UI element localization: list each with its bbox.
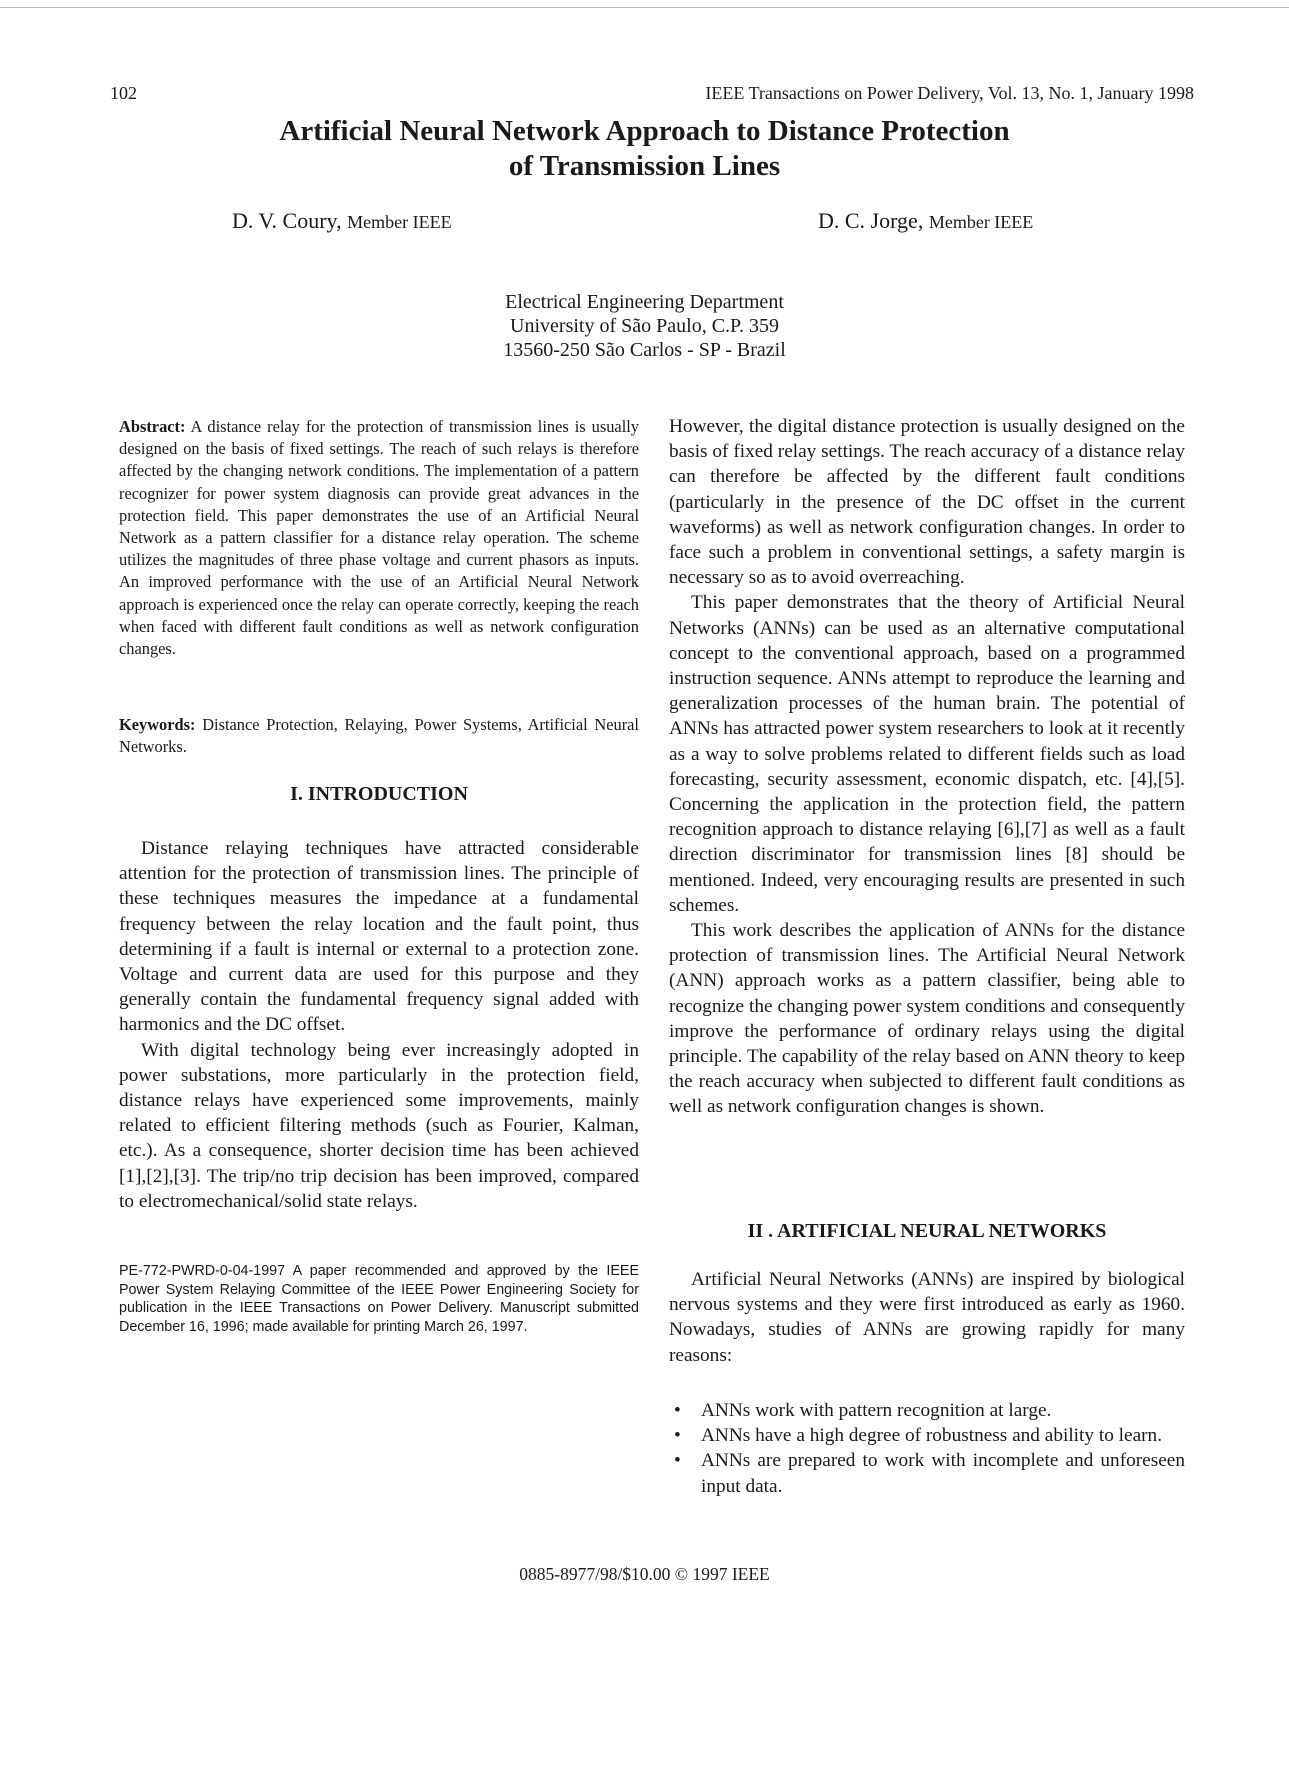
list-item-text: ANNs are prepared to work with incomplete and unforeseen input data. <box>701 1450 1185 1497</box>
bullet-icon: • <box>674 1450 681 1472</box>
journal-header: IEEE Transactions on Power Delivery, Vol. 13, No. 1, January 1998 <box>705 83 1194 103</box>
copyright-line: 0885-8977/98/$10.00 © 1997 IEEE <box>519 1564 770 1584</box>
author-2-name: D. C. Jorge, <box>818 208 924 233</box>
paragraph: This paper demonstrates that the theory of Artificial Neural Networks (ANNs) can be used as an alternative computational concept to the conventional approach, based on a programmed instruction sequence. ANNs attempt to reproduce the learning and generalization processes of the human brain. The potential of ANNs has attracted power system researchers to look at it recently as a way to solve problems related to different fields such as load forecasting, security assessment, economic dispatch, etc. [4],[5]. Concerning the application in the protection field, the pattern recognition approach to distance relaying [6],[7] as well as a fault direction discriminator for transmission lines [8] should be mentioned. Indeed, very encouraging results are presented in such schemes. <box>669 592 1185 916</box>
author-2-role: Member IEEE <box>928 212 1034 232</box>
page-number: 102 <box>110 83 137 103</box>
paragraph: This work describes the application of ANNs for the distance protection of transmission lines. The Artificial Neural Network (ANN) approach works as a pattern classifier, being able to recognize the changing power system conditions and consequently improve the performance of ordinary relays using the digital principle. The capability of the relay based on ANN theory to keep the reach accuracy when subjected to different fault conditions as well as network configuration changes is shown. <box>669 920 1185 1118</box>
paper-title <box>0 114 1289 184</box>
abstract-label: Abstract: <box>119 417 186 436</box>
top-rule <box>0 7 1289 8</box>
author-2 <box>818 208 1033 234</box>
paragraph: Distance relaying techniques have attracted considerable attention for the protection of transmission lines. The principle of these techniques measures the impedance at a fundamental frequency between the relay location and the fault point, thus determining if a fault is internal or external to a protection zone. Voltage and current data are used for this purpose and they generally contain the fundamental frequency signal added with harmonics and the DC offset. <box>119 838 639 1036</box>
bullet-icon: • <box>674 1400 681 1421</box>
bullet-icon: • <box>674 1425 681 1447</box>
list-item <box>669 1398 1185 1423</box>
right-column-body <box>669 414 1185 1120</box>
ann-section-body <box>669 1267 1185 1368</box>
paper-title-line-1: Artificial Neural Network Approach to Distance Protection <box>279 115 1010 147</box>
keywords-text: Distance Protection, Relaying, Power Systems, Artificial Neural Networks. <box>119 715 639 757</box>
affiliation <box>0 290 1289 362</box>
introduction-body <box>119 836 639 1214</box>
list-item <box>669 1423 1185 1448</box>
affiliation-line-2: University of São Paulo, C.P. 359 <box>510 315 779 337</box>
author-1 <box>232 208 452 234</box>
keywords <box>119 714 639 758</box>
paper-title-line-2: of Transmission Lines <box>508 150 781 182</box>
list-item-text: ANNs work with pattern recognition at large. <box>701 1400 1052 1421</box>
author-1-role: Member IEEE <box>347 212 452 232</box>
author-1-name: D. V. Coury, <box>232 208 342 233</box>
keywords-label: Keywords: <box>119 715 196 734</box>
abstract-text: A distance relay for the protection of transmission lines is usually designed on the basis of fixed settings. The reach of such relays is therefore affected by the changing network conditions. The implementation of a pattern recognizer for power system diagnosis can provide great advances in the protection field. This paper demonstrates the use of an Artificial Neural Network as a pattern classifier for a distance relay operation. The scheme utilizes the magnitudes of three phase voltage and current phasors as inputs. An improved performance with the use of an Artificial Neural Network approach is experienced once the relay can operate correctly, keeping the reach when faced with different fault conditions as well as network configuration changes. <box>119 417 639 659</box>
paragraph: However, the digital distance protection is usually designed on the basis of fixed relay settings. The reach accuracy of a distance relay can therefore be affected by the different fault conditions (particularly in the presence of the DC offset in the current waveforms) as well as network configuration changes. In order to face such a problem in conventional settings, a safety margin is necessary so as to avoid overreaching. <box>669 416 1185 589</box>
section-heading-ann: II . ARTIFICIAL NEURAL NETWORKS <box>747 1220 1107 1242</box>
paragraph: With digital technology being ever increasingly adopted in power substations, more particularly in the protection field, distance relays have experienced some improvements, mainly related to efficient filtering methods (such as Fourier, Kalman, etc.). As a consequence, shorter decision time has been achieved [1],[2],[3]. The trip/no trip decision has been improved, compared to electromechanical/solid state relays. <box>119 1039 639 1212</box>
affiliation-line-3: 13560-250 São Carlos - SP - Brazil <box>503 339 786 361</box>
section-heading-introduction: I. INTRODUCTION <box>290 783 468 805</box>
abstract <box>119 416 639 660</box>
list-item <box>669 1448 1185 1498</box>
list-item-text: ANNs have a high degree of robustness and ability to learn. <box>701 1425 1163 1447</box>
footnote: PE-772-PWRD-0-04-1997 A paper recommended and approved by the IEEE Power System Relaying Committee of the IEEE Power Engineering Society for publication in the IEEE Transactions on Power Delivery. Manuscript submitted December 16, 1996; made available for printing March 26, 1997. <box>119 1263 639 1335</box>
paragraph: Artificial Neural Networks (ANNs) are inspired by biological nervous systems and they were first introduced as early as 1960. Nowadays, studies of ANNs are growing rapidly for many reasons: <box>669 1269 1185 1366</box>
affiliation-line-1: Electrical Engineering Department <box>505 291 784 313</box>
bullet-list <box>669 1398 1185 1499</box>
